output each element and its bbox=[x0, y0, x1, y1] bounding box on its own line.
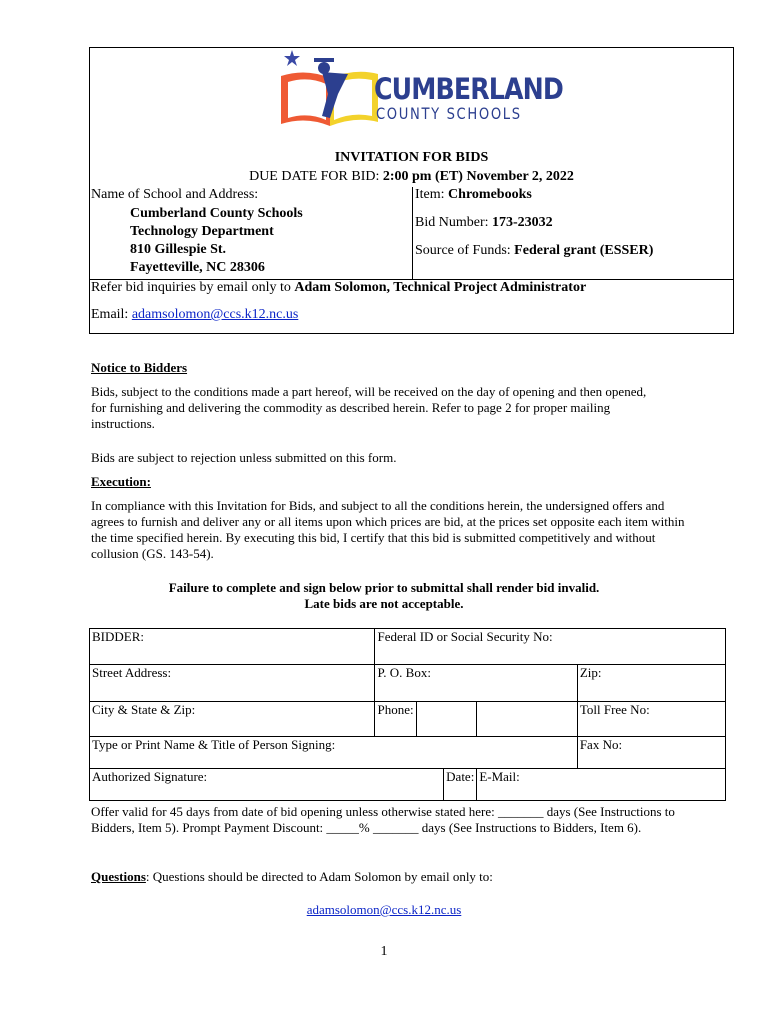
bid-number-value: 173-23032 bbox=[492, 215, 553, 230]
bidder-field[interactable] bbox=[90, 629, 375, 665]
refer-inquiries bbox=[91, 280, 586, 296]
address-line-4: Fayetteville, NC 28306 bbox=[130, 260, 265, 275]
toll-free-field[interactable] bbox=[577, 702, 725, 737]
due-date-value: 2:00 pm (ET) November 2, 2022 bbox=[382, 169, 574, 184]
bid-number-field bbox=[415, 215, 553, 231]
email-label: Email: bbox=[91, 307, 132, 322]
address-line-1: Cumberland County Schools bbox=[130, 206, 303, 221]
execution-heading: Execution: bbox=[91, 474, 151, 489]
refer-text: Refer bid inquiries by email only to bbox=[91, 280, 295, 295]
city-label: City & State & Zip: bbox=[92, 702, 196, 717]
phone-label: Phone: bbox=[377, 702, 414, 717]
date-field[interactable] bbox=[444, 769, 477, 801]
name-title-label: Type or Print Name & Title of Person Signing: bbox=[92, 737, 336, 752]
email-field[interactable] bbox=[477, 769, 726, 801]
name-title-field[interactable] bbox=[90, 737, 578, 769]
toll-free-label: Toll Free No: bbox=[579, 702, 650, 717]
zip-field[interactable] bbox=[577, 665, 725, 702]
notice-heading: Notice to Bidders bbox=[91, 360, 188, 375]
questions-email-wrap bbox=[89, 902, 679, 918]
info-divider bbox=[412, 187, 413, 279]
city-field[interactable] bbox=[90, 702, 375, 737]
phone-number-field[interactable] bbox=[477, 702, 578, 737]
questions-line bbox=[91, 869, 493, 885]
funds-value: Federal grant (ESSER) bbox=[514, 243, 654, 258]
fax-field[interactable] bbox=[577, 737, 725, 769]
address-line-2: Technology Department bbox=[130, 224, 274, 239]
item-field bbox=[415, 187, 532, 203]
street-label: Street Address: bbox=[92, 665, 172, 680]
signature-field[interactable] bbox=[90, 769, 444, 801]
item-value: Chromebooks bbox=[448, 187, 532, 202]
email-line bbox=[91, 307, 298, 323]
signature-label: Authorized Signature: bbox=[92, 769, 208, 784]
zip-label: Zip: bbox=[579, 665, 602, 680]
school-label: Name of School and Address: bbox=[91, 187, 259, 202]
questions-label: Questions bbox=[91, 869, 146, 884]
bidder-label: BIDDER: bbox=[92, 629, 144, 644]
phone-area-field[interactable] bbox=[416, 702, 477, 737]
document-title: INVITATION FOR BIDS bbox=[334, 150, 489, 165]
warning-line-2: Late bids are not acceptable. bbox=[304, 596, 464, 611]
po-box-field[interactable] bbox=[375, 665, 577, 702]
questions-text: : Questions should be directed to Adam Solomon by email only to: bbox=[145, 869, 493, 884]
contact-email-link[interactable]: adamsolomon@ccs.k12.nc.us bbox=[131, 307, 299, 322]
email-field-label: E-Mail: bbox=[479, 769, 520, 784]
bid-number-label: Bid Number: bbox=[415, 215, 492, 230]
page-number: 1 bbox=[380, 944, 388, 959]
questions-email-link[interactable]: adamsolomon@ccs.k12.nc.us bbox=[306, 902, 462, 917]
federal-id-label: Federal ID or Social Security No: bbox=[377, 629, 553, 644]
address-line-3: 810 Gillespie St. bbox=[130, 242, 227, 257]
logo-line1: CUMBERLAND bbox=[374, 72, 563, 106]
po-box-label: P. O. Box: bbox=[377, 665, 431, 680]
funds-field bbox=[415, 243, 653, 259]
warning-line-1: Failure to complete and sign below prior to submittal shall render bid invalid. bbox=[168, 580, 600, 595]
federal-id-field[interactable] bbox=[375, 629, 726, 665]
notice-paragraph-1: Bids, subject to the conditions made a part hereof, will be received on the day of opening and then opened, for furnishing and delivering the commodity as described herein. Refer to page 2 for proper mailing instructions. bbox=[91, 384, 647, 431]
funds-label: Source of Funds: bbox=[415, 243, 515, 258]
notice-paragraph-2: Bids are subject to rejection unless submitted on this form. bbox=[91, 450, 397, 465]
item-label: Item: bbox=[415, 187, 449, 202]
street-field[interactable] bbox=[90, 665, 375, 702]
offer-paragraph: Offer valid for 45 days from date of bid opening unless otherwise stated here: _______ days (See Instructions to Bidders, Item 5). Prompt Payment Discount: _____% _______ days (See Instructions to Bidders, Item 6). bbox=[91, 804, 675, 835]
due-date bbox=[89, 169, 734, 185]
fax-label: Fax No: bbox=[579, 737, 623, 752]
execution-paragraph: In compliance with this Invitation for Bids, and subject to all the conditions herein, the undersigned offers and agrees to furnish and deliver any or all items upon which prices are bid, at the prices set opposite each item within the time specified herein. By executing this bid, I certify that this bid is submitted competitively and without collusion (GS. 143-54). bbox=[91, 498, 685, 561]
logo-line2: COUNTY SCHOOLS bbox=[376, 104, 522, 123]
bidder-form bbox=[89, 628, 726, 801]
due-date-label: DUE DATE FOR BID: bbox=[249, 169, 383, 184]
refer-contact: Adam Solomon, Technical Project Administrator bbox=[294, 280, 587, 295]
phone-field[interactable] bbox=[375, 702, 416, 737]
date-label: Date: bbox=[446, 769, 475, 784]
